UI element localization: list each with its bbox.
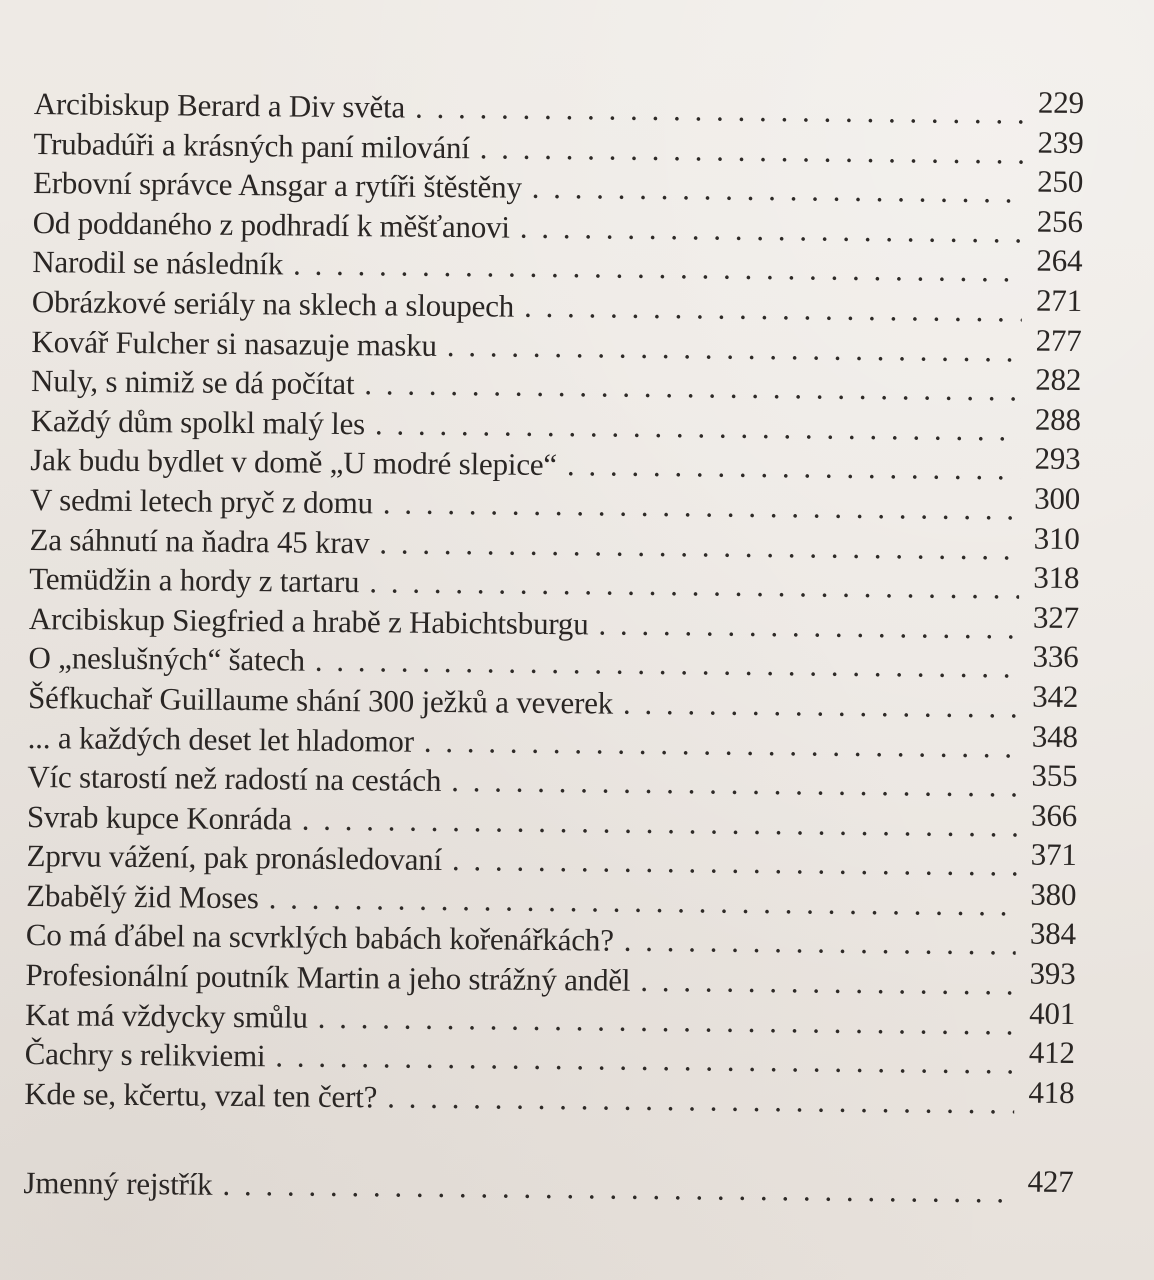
toc-entry-page-number: 342 — [1032, 678, 1079, 714]
toc-entry-page-number: 264 — [1036, 243, 1083, 279]
toc-entry-page-number: 293 — [1034, 440, 1081, 477]
toc-entry-title: Profesionální poutník Martin a jeho strážný anděl — [25, 957, 631, 998]
toc-entry-page-number: 288 — [1034, 401, 1081, 437]
leader-dots — [415, 88, 1024, 133]
leader-dots — [532, 168, 1024, 212]
leader-dots — [293, 245, 1023, 292]
toc-entry-page-number: 371 — [1030, 836, 1077, 873]
toc-entry-title: Jmenný rejstřík — [23, 1165, 213, 1203]
toc-entry-title: ... a každých deset let hladomor — [27, 719, 415, 759]
toc-entry-title: Za sáhnutí na ňadra 45 krav — [29, 521, 370, 560]
toc-entry-title: Arcibiskup Berard a Div světa — [33, 85, 406, 125]
leader-dots — [520, 207, 1023, 251]
toc-entry-page-number: 427 — [1027, 1164, 1074, 1200]
toc-entry-title: Jak budu bydlet v domě „U modré slepice“ — [30, 442, 558, 483]
leader-dots — [623, 684, 1018, 727]
leader-dots — [369, 562, 1019, 608]
toc-entry-title: Čachry s relikviemi — [24, 1036, 266, 1074]
toc-entry-page-number: 277 — [1035, 322, 1082, 358]
toc-entry-page-number: 250 — [1037, 163, 1084, 200]
toc-entry-title: Obrázkové seriály na sklech a sloupech — [31, 283, 515, 324]
toc-entry-title: Zprvu vážení, pak pronásledovaní — [26, 838, 443, 878]
toc-entry-page-number: 336 — [1032, 638, 1079, 675]
toc-entry-title: Arcibiskup Siegfried a hrabě z Habichtsburgu — [28, 600, 589, 642]
toc-entry-title: Nuly, s nimiž se dá počítat — [30, 363, 355, 402]
toc-entry-title: Co má ďábel na scvrklých babách kořenářkách? — [25, 917, 614, 959]
toc-entry-page-number: 318 — [1033, 559, 1080, 596]
toc-entry-page-number: 384 — [1029, 916, 1077, 952]
toc-entry-page-number: 412 — [1028, 1034, 1075, 1071]
toc-entry-page-number: 229 — [1037, 84, 1085, 121]
toc-entry-title: Každý dům spolkl malý les — [30, 402, 366, 441]
toc-entry-title: Od poddaného z podhradí k měšťanovi — [32, 204, 510, 245]
toc-entry-index — [23, 1163, 1073, 1213]
table-of-contents — [23, 84, 1084, 1213]
leader-dots — [275, 1037, 1015, 1084]
toc-entry-title: V sedmi letech pryč z domu — [29, 481, 374, 521]
toc-entry-page-number: 271 — [1035, 282, 1083, 319]
leader-dots — [598, 604, 1019, 648]
toc-entry-page-number: 282 — [1035, 361, 1082, 398]
leader-dots — [379, 523, 1020, 569]
toc-entry-page-number: 418 — [1028, 1074, 1075, 1110]
leader-dots — [315, 641, 1019, 687]
toc-entry-title: Temüdžin a hordy z tartaru — [29, 561, 360, 600]
leader-dots — [567, 445, 1021, 489]
toc-entry-page-number: 239 — [1037, 124, 1084, 160]
toc-entry-title: Erbovní správce Ansgar a rytíři štěstěny — [32, 165, 522, 205]
leader-dots — [624, 921, 1016, 964]
leader-dots — [387, 1077, 1014, 1123]
leader-dots — [318, 997, 1016, 1043]
leader-dots — [640, 961, 1015, 1004]
toc-entry-page-number: 348 — [1031, 718, 1078, 754]
toc-entry-title: Svrab kupce Konráda — [26, 798, 292, 837]
leader-dots — [452, 840, 1017, 885]
leader-dots — [383, 483, 1020, 529]
toc-entry-page-number: 327 — [1032, 599, 1080, 635]
toc-entry-page-number: 401 — [1029, 995, 1076, 1031]
toc-entry-title: Víc starostí než radostí na cestách — [27, 759, 442, 799]
leader-dots — [424, 721, 1018, 766]
leader-dots — [451, 761, 1017, 806]
toc-entry-title: Šéfkuchař Guillaume shání 300 ježků a veverek — [27, 679, 614, 721]
toc-entry-page-number: 380 — [1030, 876, 1077, 912]
toc-entry-title: Kde se, kčertu, vzal ten čert? — [24, 1075, 378, 1115]
toc-entry-title: Zbabělý žid Moses — [26, 877, 259, 916]
toc-entry-title: Kovář Fulcher si nasazuje masku — [31, 323, 437, 363]
leader-dots — [375, 404, 1021, 450]
toc-entry-page-number: 300 — [1033, 480, 1081, 516]
toc-entry-page-number: 310 — [1033, 520, 1080, 556]
leader-dots — [364, 364, 1021, 410]
leader-dots — [480, 128, 1024, 173]
leader-dots — [447, 326, 1022, 371]
toc-entry-title: O „neslušných“ šatech — [28, 640, 306, 678]
toc-entry-title: Kat má vždycky smůlu — [24, 996, 308, 1035]
toc-entry-page-number: 256 — [1036, 203, 1083, 239]
leader-dots — [302, 799, 1018, 845]
toc-entry-page-number: 366 — [1030, 797, 1078, 833]
leader-dots — [524, 287, 1022, 331]
toc-entry-page-number: 393 — [1029, 955, 1076, 992]
toc-entry-title: Narodil se následník — [32, 244, 284, 282]
toc-entry-page-number: 355 — [1031, 757, 1078, 794]
toc-entry-title: Trubadúři a krásných paní milování — [33, 125, 470, 165]
leader-dots — [222, 1165, 1013, 1212]
